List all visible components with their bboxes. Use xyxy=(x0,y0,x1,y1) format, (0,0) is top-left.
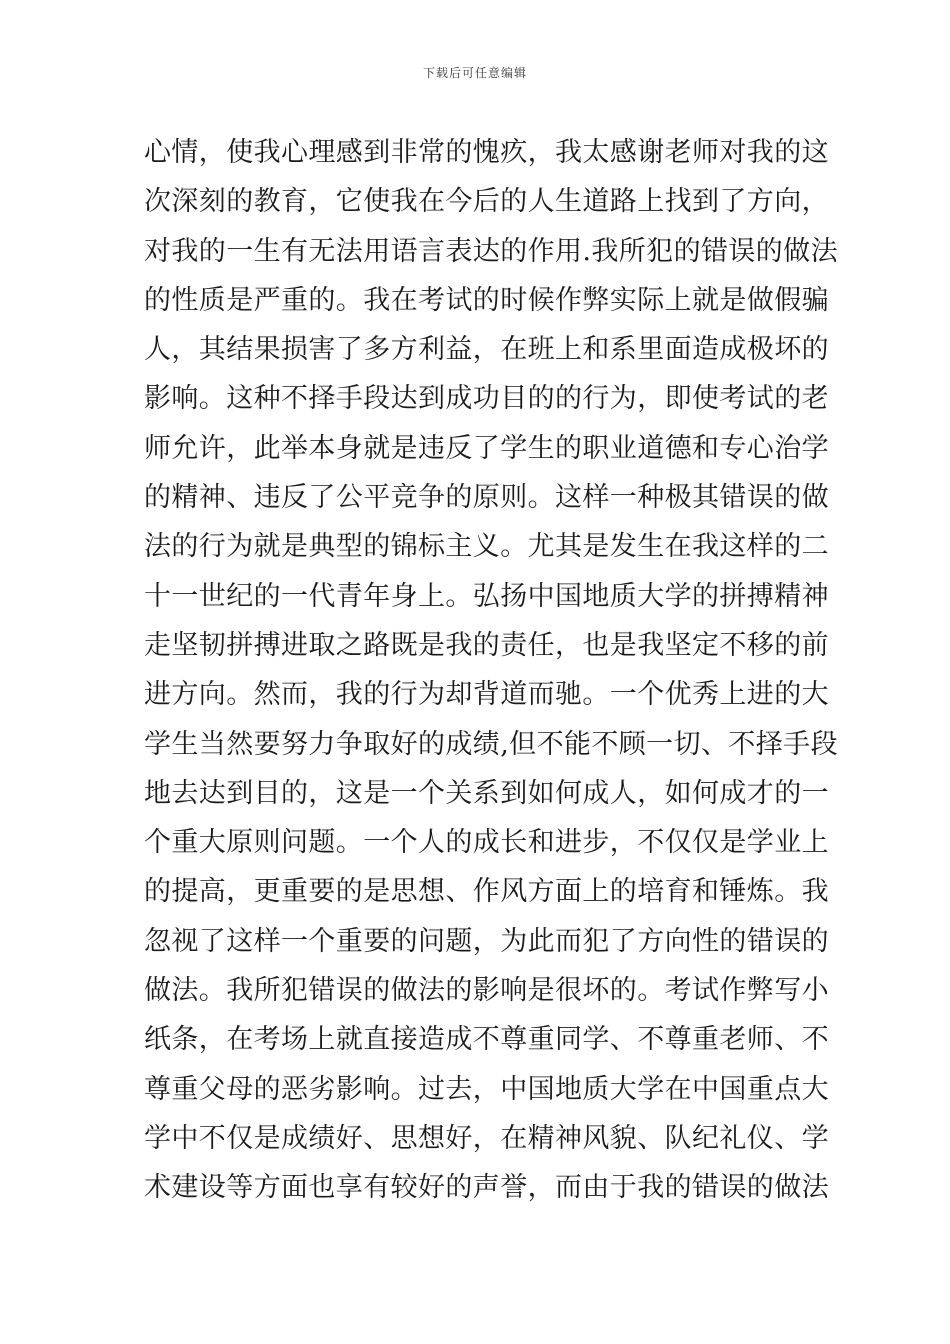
text-line: 人，其结果损害了多方利益，在班上和系里面造成极坏的 xyxy=(144,334,829,366)
text-line: 学生当然要努力争取好的成绩,但不能不顾一切、不择手段 xyxy=(144,728,838,760)
text-line: 次深刻的教育，它使我在今后的人生道路上找到了方向， xyxy=(144,186,829,218)
page-header: 下载后可任意编辑 xyxy=(422,66,527,80)
text-line: 地去达到目的，这是一个关系到如何成人，如何成才的一 xyxy=(144,777,829,809)
text-line: 纸条，在考场上就直接造成不尊重同学、不尊重老师、不 xyxy=(144,1024,829,1056)
text-line: 的精神、违反了公平竞争的原则。这样一种极其错误的做 xyxy=(144,482,829,514)
text-line: 十一世纪的一代青年身上。弘扬中国地质大学的拼搏精神 xyxy=(144,580,829,612)
text-line: 心情，使我心理感到非常的愧疚，我太感谢老师对我的这 xyxy=(144,137,829,168)
text-line: 进方向。然而，我的行为却背道而驰。一个优秀上进的大 xyxy=(144,679,829,711)
text-line: 走坚韧拼搏进取之路既是我的责任，也是我坚定不移的前 xyxy=(144,629,829,661)
text-line: 术建设等方面也享有较好的声誉，而由于我的错误的做法 xyxy=(144,1172,829,1204)
text-line: 的性质是严重的。我在考试的时候作弊实际上就是做假骗 xyxy=(144,284,829,316)
text-line: 尊重父母的恶劣影响。过去，中国地质大学在中国重点大 xyxy=(144,1073,829,1105)
text-line: 师允许，此举本身就是违反了学生的职业道德和专心治学 xyxy=(144,432,829,464)
text-line: 的提高，更重要的是思想、作风方面上的培育和锤炼。我 xyxy=(144,876,829,908)
text-line: 影响。这种不择手段达到成功目的的行为，即使考试的老 xyxy=(144,383,829,415)
text-line: 对我的一生有无法用语言表达的作用.我所犯的错误的做法 xyxy=(144,235,838,267)
text-line: 做法。我所犯错误的做法的影响是很坏的。考试作弊写小 xyxy=(144,975,829,1007)
text-line: 个重大原则问题。一个人的成长和进步，不仅仅是学业上 xyxy=(144,827,829,859)
text-line: 法的行为就是典型的锦标主义。尤其是发生在我这样的二 xyxy=(144,531,829,563)
text-line: 学中不仅是成绩好、思想好，在精神风貌、队纪礼仪、学 xyxy=(144,1122,829,1154)
text-line: 忽视了这样一个重要的问题，为此而犯了方向性的错误的 xyxy=(144,925,829,957)
body-text xyxy=(144,128,838,1213)
